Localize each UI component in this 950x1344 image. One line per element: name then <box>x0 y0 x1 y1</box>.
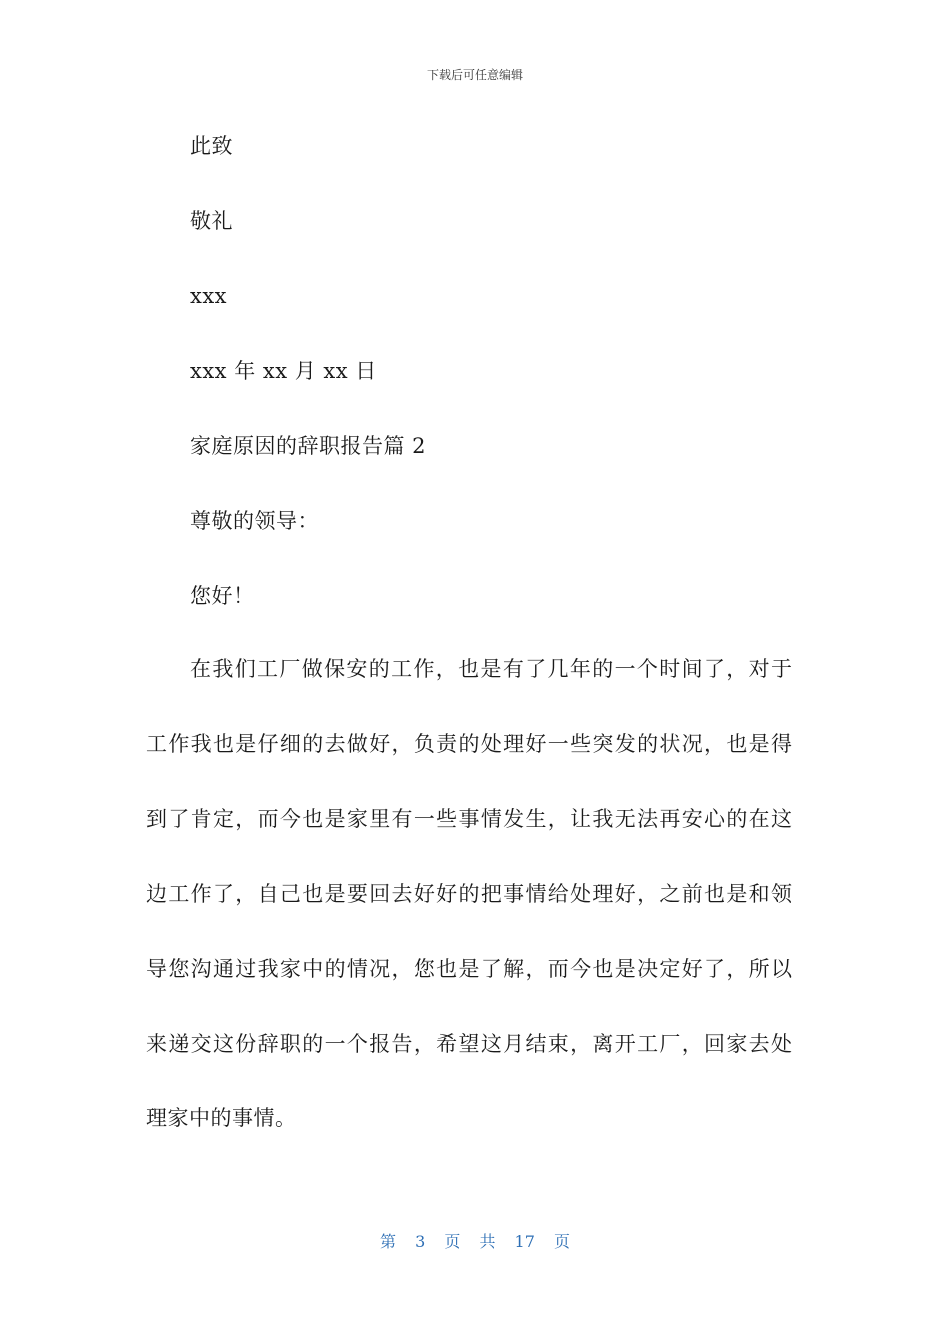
salutation: 尊敬的领导： <box>190 509 319 533</box>
paragraph-line: 来递交这份辞职的一个报告，希望这月结束，离开工厂，回家去处 <box>146 1032 792 1056</box>
closing-ci-zhi: 此致 <box>190 134 233 158</box>
signature-date: xxx 年 xx 月 xx 日 <box>190 359 377 383</box>
section-title: 家庭原因的辞职报告篇 2 <box>190 434 427 458</box>
paragraph-line: 理家中的事情。 <box>146 1106 297 1130</box>
closing-jing-li: 敬礼 <box>190 209 233 233</box>
signature-name: xxx <box>190 284 228 308</box>
paragraph-line: 到了肯定，而今也是家里有一些事情发生，让我无法再安心的在这 <box>146 807 792 831</box>
paragraph-line: 工作我也是仔细的去做好，负责的处理好一些突发的状况，也是得 <box>146 732 792 756</box>
paragraph-line: 在我们工厂做保安的工作，也是有了几年的一个时间了，对于 <box>190 657 792 681</box>
paragraph-line: 边工作了，自己也是要回去好好的把事情给处理好，之前也是和领 <box>146 882 792 906</box>
paragraph-line: 导您沟通过我家中的情况，您也是了解，而今也是决定好了，所以 <box>146 957 792 981</box>
page-footer: 第 3 页 共 17 页 <box>380 1232 570 1251</box>
greeting: 您好！ <box>190 584 255 608</box>
page-header: 下载后可任意编辑 <box>426 68 523 82</box>
